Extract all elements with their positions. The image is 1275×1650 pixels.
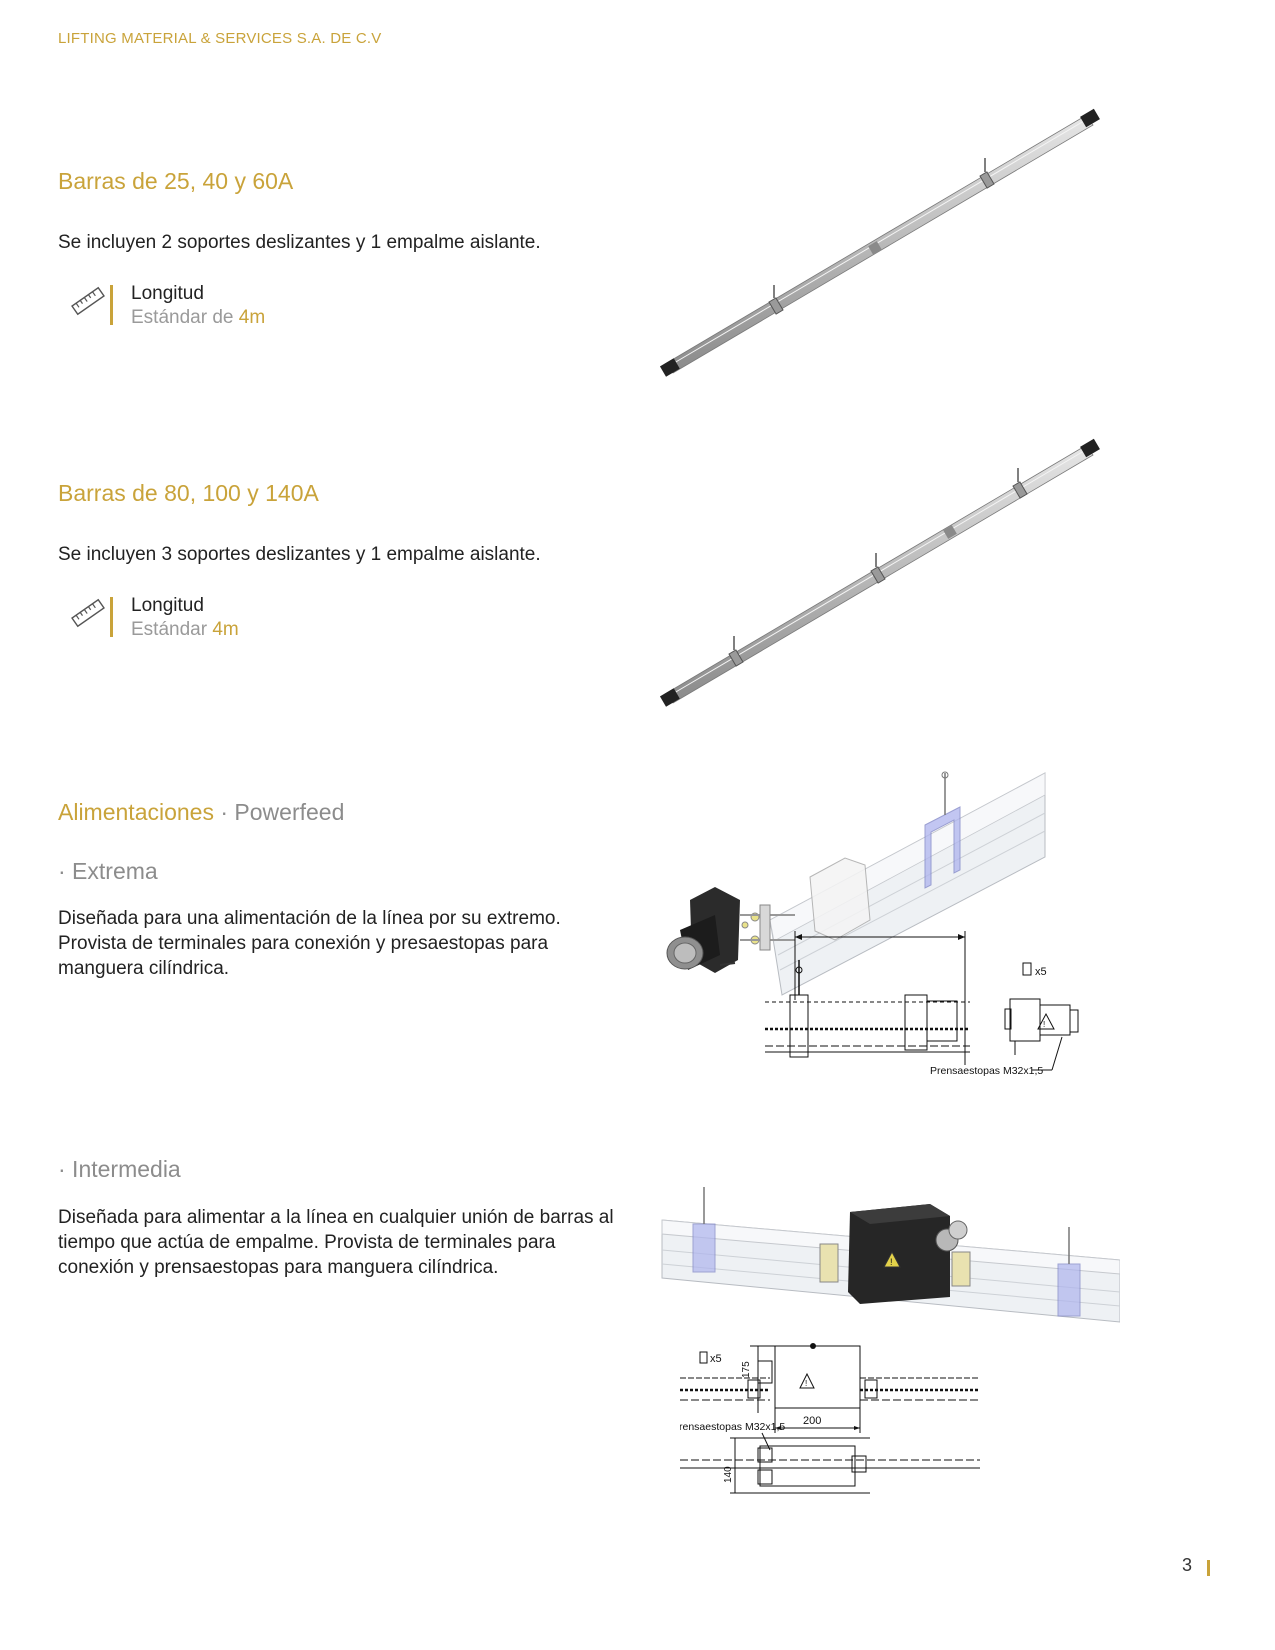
page-number: 3: [1182, 1555, 1193, 1575]
ruler-icon: [70, 283, 106, 324]
spec-divider: [110, 597, 113, 637]
intermedia-powerfeed-image: [660, 1182, 1120, 1337]
svg-text:!: !: [1043, 1020, 1046, 1029]
intermedia-subtitle: · Intermedia: [58, 1156, 181, 1182]
svg-text:!: !: [890, 1257, 893, 1267]
powerfeed-title: Alimentaciones · Powerfeed: [58, 799, 345, 825]
spec-divider: [110, 285, 113, 325]
intermedia-count-label: x5: [710, 1353, 722, 1365]
busbar-image-1: [660, 100, 1140, 395]
intermedia-dim-top: 175: [741, 1361, 752, 1378]
ruler-icon: [70, 595, 106, 636]
intermedia-dim-bottom: 140: [723, 1466, 734, 1483]
section-description-2: Se incluyen 3 soportes deslizantes y 1 empalme aislante.: [58, 544, 541, 565]
page-number-bar: [1207, 1560, 1210, 1576]
svg-text:!: !: [805, 1379, 808, 1388]
spec-label-1: Longitud: [131, 283, 204, 304]
busbar-image-2: [660, 430, 1140, 725]
intermedia-description: Diseñada para alimentar a la línea en cualquier unión de barras al tiempo que actúa de empalme. Provista de terminales para conexión y prensaestopas para manguera cilíndrica.: [58, 1207, 614, 1278]
extrema-description: Diseñada para una alimentación de la línea por su extremo. Provista de terminales para conexión y presaestopas para manguera cilíndrica.: [58, 908, 561, 979]
section-title-1: Barras de 25, 40 y 60A: [58, 168, 294, 194]
intermedia-dim-width: 200: [803, 1415, 822, 1427]
extrema-powerfeed-image: [660, 765, 1120, 1130]
extrema-gland-label: Prensaestopas M32x1,5: [930, 1065, 1044, 1077]
spec-label-2: Longitud: [131, 595, 204, 616]
spec-value-2: Estándar 4m: [131, 619, 239, 640]
extrema-subtitle: · Extrema: [58, 858, 158, 884]
company-header: LIFTING MATERIAL & SERVICES S.A. DE C.V: [58, 30, 382, 47]
spec-value-1: Estándar de 4m: [131, 307, 266, 328]
extrema-count-label: x5: [1035, 966, 1047, 978]
section-title-2: Barras de 80, 100 y 140A: [58, 480, 319, 506]
section-description-1: Se incluyen 2 soportes deslizantes y 1 empalme aislante.: [58, 232, 541, 253]
intermedia-technical-drawing: [680, 1338, 980, 1508]
intermedia-gland-label: Prensaestopas M32x1,5: [680, 1421, 786, 1433]
